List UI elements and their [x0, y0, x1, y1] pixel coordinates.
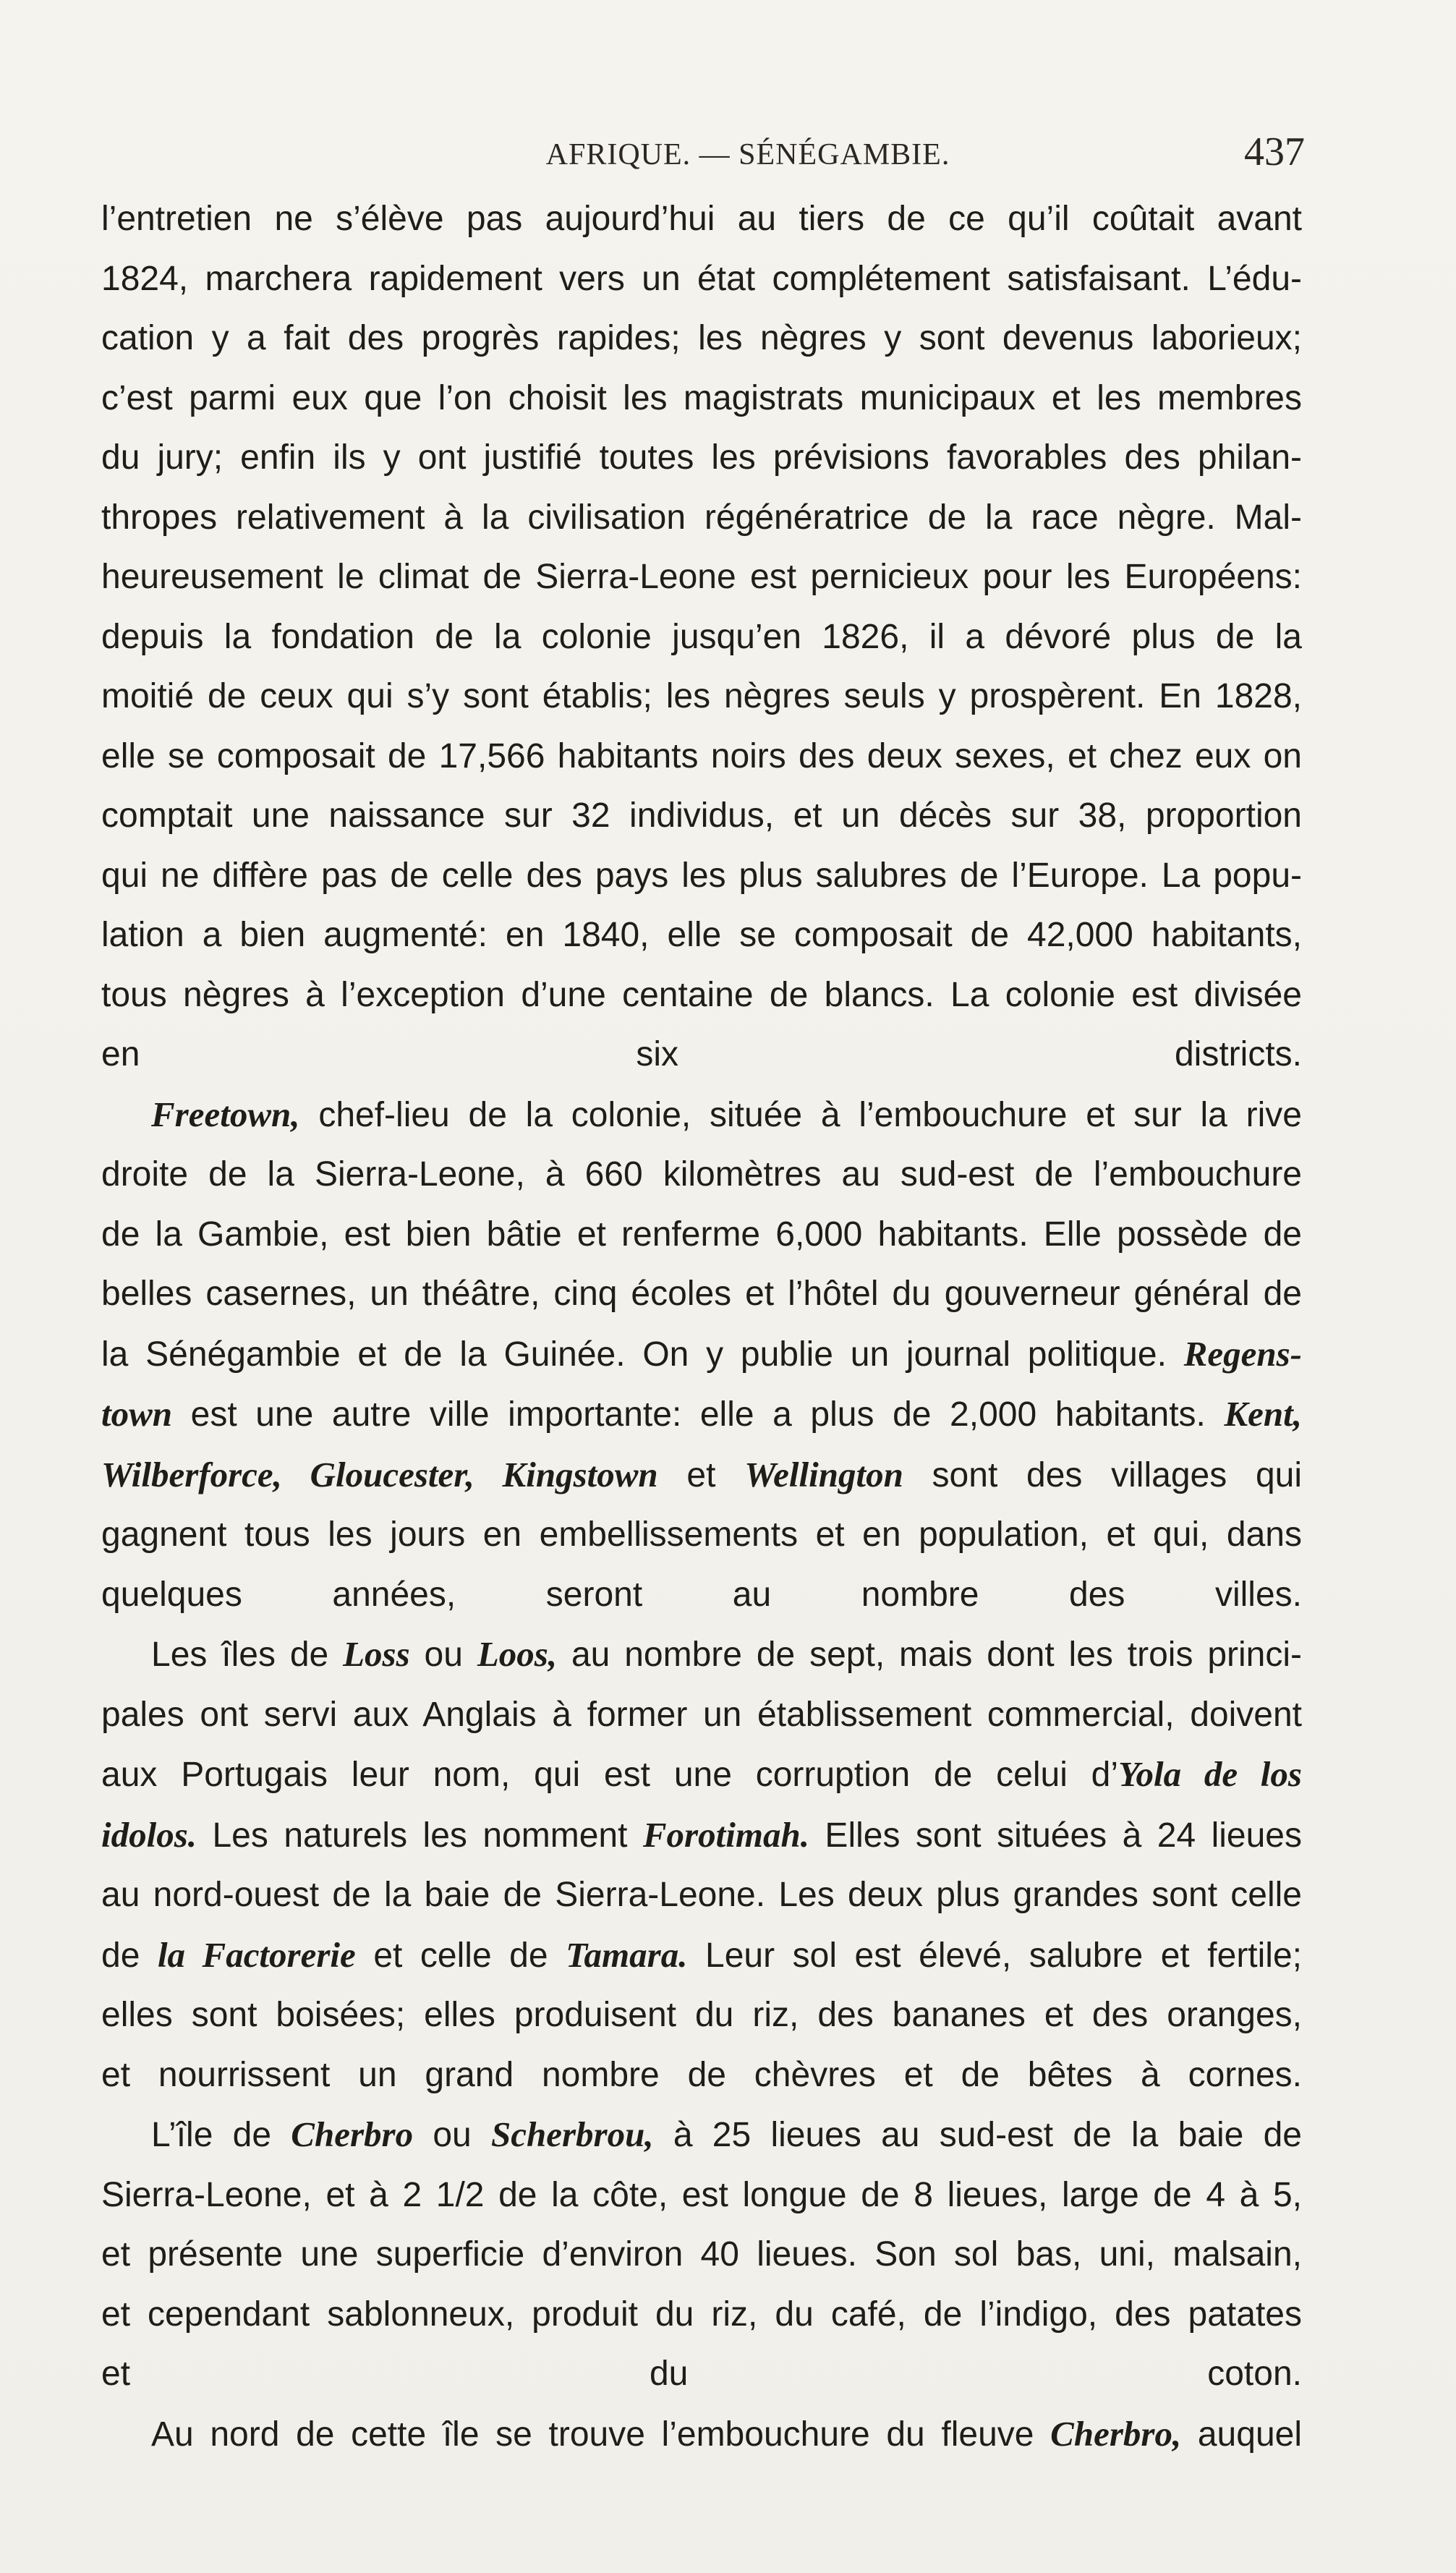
text-line	[101, 1926, 1302, 1986]
text-line	[101, 428, 1302, 488]
italic-text: Forotimah.	[642, 1814, 809, 1855]
text-run: c’est parmi eux que l’on choisit les magistrats municipaux et les membres	[101, 378, 1302, 417]
text-run: tous nègres à l’exception d’une centaine de blancs. La colonie est divisée	[101, 975, 1302, 1014]
text-run: de la Gambie, est bien bâtie et renferme 6,000 habitants. Elle possède de	[101, 1215, 1302, 1254]
text-line	[101, 2046, 1302, 2106]
text-line	[101, 190, 1302, 250]
text-line	[101, 2225, 1302, 2285]
text-line	[101, 727, 1302, 787]
paragraph	[101, 190, 1302, 1085]
text-line	[101, 1445, 1302, 1506]
text-run: heureusement le climat de Sierra-Leone est pernicieux pour les Européens:	[101, 558, 1302, 596]
text-line	[101, 488, 1302, 548]
text-run: Les îles de	[151, 1636, 344, 1674]
text-run: la Sénégambie et de la Guinée. On y publie un journal politique.	[101, 1335, 1184, 1374]
text-line	[101, 1085, 1302, 1146]
paragraph	[101, 1625, 1302, 2105]
text-run: et du coton.	[101, 2355, 1302, 2393]
text-line	[101, 846, 1302, 906]
italic-text: Regens-	[1183, 1333, 1302, 1374]
text-line	[101, 2404, 1302, 2465]
paragraph	[101, 2404, 1302, 2465]
text-line	[101, 2344, 1302, 2404]
text-run: ou	[409, 1636, 477, 1674]
italic-text: Tamara.	[566, 1934, 688, 1975]
italic-text: Wilberforce, Gloucester, Kingstown	[101, 1454, 658, 1494]
text-run: depuis la fondation de la colonie jusqu’en 1826, il a dévoré plus de la	[101, 617, 1302, 656]
text-line	[101, 1986, 1302, 2046]
text-run: chef-lieu de la colonie, située à l’embouchure et sur la rive	[299, 1095, 1302, 1134]
italic-text: Cherbro,	[1050, 2413, 1182, 2454]
text-line	[101, 1625, 1302, 1685]
text-run: aux Portugais leur nom, qui est une corruption de celui d’	[101, 1756, 1119, 1794]
text-run: sont des villages qui	[903, 1455, 1303, 1494]
page-header	[184, 129, 1312, 179]
text-run: du jury; enfin ils y ont justifié toutes les prévisions favorables des philan-	[101, 438, 1302, 477]
text-run: de	[101, 1936, 158, 1975]
text-line	[101, 1745, 1302, 1806]
text-run: et celle de	[355, 1936, 566, 1975]
text-run: thropes relativement à la civilisation régénératrice de la race nègre. Mal-	[101, 498, 1302, 537]
text-line	[101, 2105, 1302, 2166]
text-run: au nord-ouest de la baie de Sierra-Leone. Les deux plus grandes sont celle	[101, 1876, 1302, 1914]
italic-text: Loss	[343, 1634, 410, 1674]
italic-text: Kent,	[1224, 1394, 1302, 1434]
text-line	[101, 1025, 1302, 1085]
italic-text: Loos,	[477, 1634, 558, 1674]
text-line	[101, 1505, 1302, 1565]
text-run: elle se composait de 17,566 habitants noirs des deux sexes, et chez eux on	[101, 736, 1302, 775]
text-line	[101, 1324, 1302, 1385]
text-run: elles sont boisées; elles produisent du riz, des bananes et des oranges,	[101, 1996, 1302, 2034]
italic-text: idolos.	[101, 1814, 197, 1855]
text-run: Au nord de cette île se trouve l’embouchure du fleuve	[151, 2415, 1051, 2454]
text-run: qui ne diffère pas de celle des pays les plus salubres de l’Europe. La popu-	[101, 856, 1302, 895]
text-line	[101, 548, 1302, 608]
text-run: pales ont servi aux Anglais à former un établissement commercial, doivent	[101, 1695, 1302, 1734]
text-run: belles casernes, un théâtre, cinq écoles et l’hôtel du gouverneur général de	[101, 1275, 1302, 1313]
italic-text: Yola de los	[1118, 1754, 1302, 1794]
text-line	[101, 250, 1302, 310]
text-line	[101, 667, 1302, 727]
text-run: auquel	[1181, 2415, 1303, 2454]
italic-text: Freetown,	[151, 1094, 300, 1134]
text-run: Elles sont situées à 24 lieues	[809, 1816, 1302, 1855]
text-line	[101, 309, 1302, 369]
text-run: cation y a fait des progrès rapides; les nègres y sont devenus laborieux;	[101, 319, 1302, 357]
text-run: à 25 lieues au sud-est de la baie de	[653, 2116, 1302, 2154]
text-line	[101, 1866, 1302, 1926]
text-run: et présente une superficie d’environ 40 lieues. Son sol bas, uni, malsain,	[101, 2235, 1302, 2274]
text-run: est une autre ville importante: elle a plus de 2,000 habitants.	[172, 1395, 1225, 1434]
italic-text: Wellington	[744, 1454, 903, 1494]
text-run: et	[657, 1455, 745, 1494]
text-line	[101, 1264, 1302, 1324]
text-line	[101, 1565, 1302, 1625]
italic-text: town	[101, 1394, 173, 1434]
text-run: ou	[413, 2116, 491, 2154]
text-line	[101, 608, 1302, 668]
text-run: 1824, marchera rapidement vers un état complétement satisfaisant. L’édu-	[101, 259, 1302, 298]
text-run: en six districts.	[101, 1035, 1302, 1073]
text-run: l’entretien ne s’élève pas aujourd’hui au tiers de ce qu’il coûtait avant	[101, 200, 1302, 238]
text-line	[101, 2166, 1302, 2226]
italic-text: Scherbrou,	[490, 2114, 654, 2154]
text-run: et cependant sablonneux, produit du riz, du café, de l’indigo, des patates	[101, 2295, 1302, 2334]
text-line	[101, 369, 1302, 429]
text-line	[101, 786, 1302, 846]
text-line	[101, 1205, 1302, 1265]
paragraph	[101, 1085, 1302, 1625]
text-run: gagnent tous les jours en embellissements et en population, et qui, dans	[101, 1515, 1302, 1554]
text-line	[101, 2285, 1302, 2345]
text-run: Leur sol est élevé, salubre et fertile;	[687, 1936, 1303, 1975]
text-run: L’île de	[151, 2116, 291, 2154]
text-line	[101, 1685, 1302, 1745]
text-run: Les naturels les nomment	[197, 1816, 643, 1855]
italic-text: la Factorerie	[157, 1934, 356, 1975]
text-line	[101, 906, 1302, 966]
text-run: droite de la Sierra-Leone, à 660 kilomètres au sud-est de l’embouchure	[101, 1155, 1302, 1194]
text-line	[101, 1145, 1302, 1205]
text-run: Sierra-Leone, et à 2 1/2 de la côte, est longue de 8 lieues, large de 4 à 5,	[101, 2175, 1302, 2214]
text-run: et nourrissent un grand nombre de chèvres et de bêtes à cornes.	[101, 2055, 1302, 2094]
text-run: comptait une naissance sur 32 individus, et un décès sur 38, proportion	[101, 796, 1302, 835]
text-line	[101, 966, 1302, 1026]
text-run: au nombre de sept, mais dont les trois princi-	[557, 1636, 1303, 1674]
text-run: lation a bien augmenté: en 1840, elle se composait de 42,000 habitants,	[101, 916, 1302, 954]
text-run: quelques années, seront au nombre des villes.	[101, 1575, 1302, 1614]
body-text	[101, 190, 1302, 2464]
text-line	[101, 1806, 1302, 1866]
paragraph	[101, 2105, 1302, 2404]
text-run: moitié de ceux qui s’y sont établis; les nègres seuls y prospèrent. En 1828,	[101, 677, 1302, 715]
page-number: 437	[1244, 129, 1305, 174]
italic-text: Cherbro	[291, 2114, 414, 2154]
running-head: AFRIQUE. — SÉNÉGAMBIE.	[545, 138, 950, 171]
text-line	[101, 1385, 1302, 1445]
